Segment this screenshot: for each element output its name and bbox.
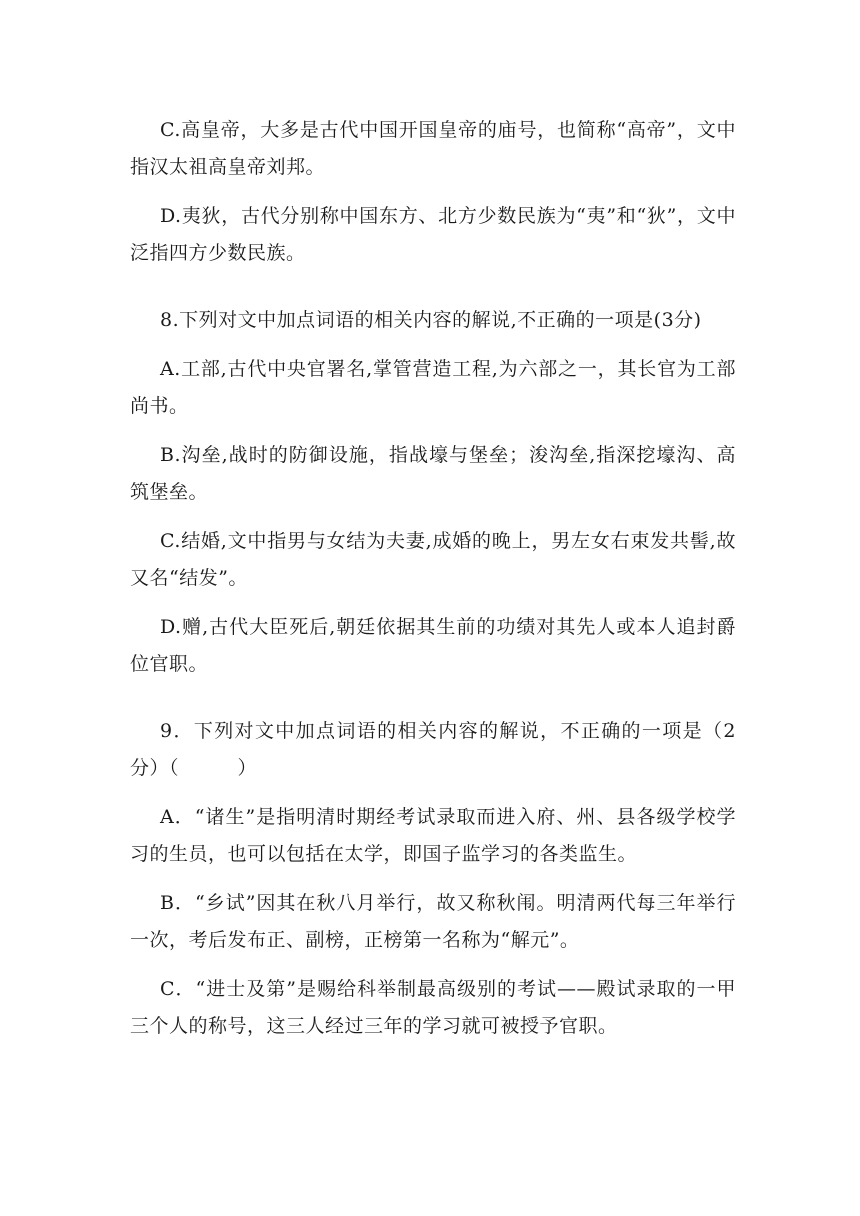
question-9-option-c: C．“进士及第”是赐给科举制最高级别的考试——殿试录取的一甲三个人的称号，这三人经过三年的学习就可被授予官职。: [130, 978, 736, 1037]
spacer: [130, 683, 736, 713]
question-8-option-b: B.沟垒,战时的防御设施，指战壕与堡垒；浚沟垒,指深挖壕沟、高筑堡垒。: [130, 444, 736, 503]
spacer: [130, 511, 736, 523]
option-d-yidi: D.夷狄，古代分别称中国东方、北方少数民族为“夷”和“狄”，文中泛指四方少数民族。: [130, 205, 736, 264]
question-8-option-a: A.工部,古代中央官署名,掌管营造工程,为六部之一，其长官为工部尚书。: [130, 358, 736, 417]
spacer: [130, 787, 736, 799]
question-8-stem: 8.下列对文中加点词语的相关内容的解说,不正确的一项是(3分): [160, 309, 702, 331]
spacer: [130, 186, 736, 198]
question-8-option-c: C.结婚,文中指男与女结为夫妻,成婚的晚上，男左女右束发共髻,故又名“结发”。: [130, 530, 736, 589]
spacer: [130, 425, 736, 437]
question-9-option-b: B．“乡试”因其在秋八月举行，故又称秋闱。明清两代每三年举行一次，考后发布正、副榜，正榜第一名称为“解元”。: [130, 892, 736, 951]
question-8-option-d: D.赠,古代大臣死后,朝廷依据其生前的功绩对其先人或本人追封爵位官职。: [130, 616, 736, 675]
question-9-stem: 9．下列对文中加点词语的相关内容的解说，不正确的一项是（2分）（ ）: [130, 720, 736, 779]
spacer: [130, 272, 736, 302]
spacer: [130, 959, 736, 971]
spacer: [130, 339, 736, 351]
question-9-option-a: A．“诸生”是指明清时期经考试录取而进入府、州、县各级学校学习的生员，也可以包括在太学，即国子监学习的各类监生。: [130, 806, 736, 865]
spacer: [130, 873, 736, 885]
spacer: [130, 597, 736, 609]
option-c-gaohuangdi: C.高皇帝，大多是古代中国开国皇帝的庙号，也简称“高帝”，文中指汉太祖高皇帝刘邦。: [130, 119, 736, 178]
